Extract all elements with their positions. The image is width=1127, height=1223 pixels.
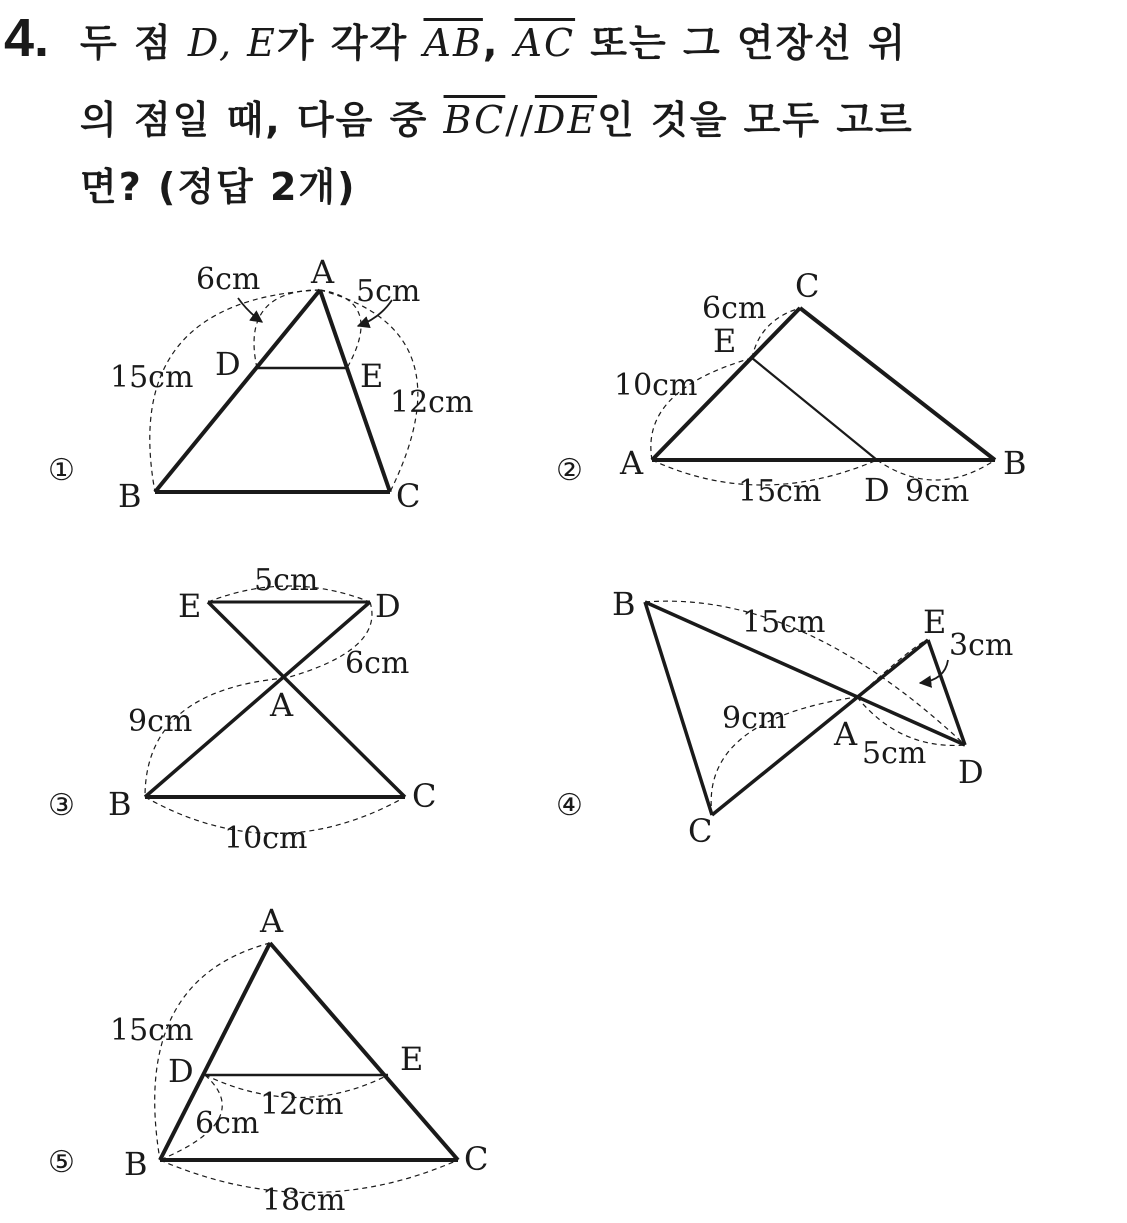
fig3-label-c: C — [412, 777, 437, 815]
question-line-3: 면? (정답 2개) — [80, 165, 357, 209]
fig3-label-d: D — [375, 587, 401, 625]
fig2-label-d: D — [864, 471, 890, 509]
fig3-label-b: B — [108, 785, 132, 823]
fig2-side-cb — [800, 308, 995, 460]
choice-2-marker: ② — [556, 453, 583, 488]
fig2-label-e: E — [713, 322, 737, 360]
fig3-label-a: A — [270, 686, 294, 724]
fig2-segment-ed — [752, 358, 877, 460]
fig5-label-d: D — [168, 1052, 194, 1090]
fig4-measure-bd: 15cm — [742, 605, 826, 640]
fig3-measure-ed: 5cm — [254, 563, 319, 598]
fig5-measure-de: 12cm — [260, 1087, 344, 1122]
fig1-pointer-6cm — [238, 298, 262, 322]
fig4-side-bc — [645, 602, 712, 815]
fig3-measure-ab: 9cm — [128, 704, 193, 739]
fig5-label-e: E — [400, 1040, 424, 1078]
figure-2 — [556, 267, 1027, 509]
fig5-measure-db: 6cm — [195, 1106, 260, 1141]
fig5-label-b: B — [124, 1145, 148, 1183]
fig2-measure-ec: 6cm — [702, 291, 767, 326]
choice-1-marker: ① — [48, 453, 75, 488]
fig5-measure-bc: 18cm — [262, 1183, 346, 1218]
figure-1 — [48, 253, 473, 515]
fig3-measure-da: 6cm — [345, 646, 410, 681]
figure-3 — [48, 563, 436, 856]
fig2-measure-ad: 15cm — [738, 474, 822, 509]
fig1-measure-ac: 12cm — [390, 385, 474, 420]
fig4-label-b: B — [612, 585, 636, 623]
fig2-measure-db: 9cm — [905, 474, 970, 509]
segment-bc: $\overline{BC}$ — [443, 98, 506, 142]
fig5-side-ac — [270, 943, 458, 1160]
fig2-label-b: B — [1003, 444, 1027, 482]
fig3-line-db — [145, 602, 370, 797]
fig4-measure-ea: 3cm — [949, 628, 1014, 663]
choice-4-marker: ④ — [556, 788, 583, 823]
fig4-label-c: C — [688, 812, 713, 850]
question-line-2: 의 점일 때, 다음 중 $\overline{BC}//\overline{DE}$인 것을 모두 고르 — [80, 98, 914, 142]
fig1-measure-ab: 15cm — [110, 360, 194, 395]
fig2-label-c: C — [795, 267, 820, 305]
segment-de: $\overline{DE}$ — [534, 98, 598, 142]
fig4-label-a: A — [834, 715, 858, 753]
fig1-label-c: C — [396, 477, 421, 515]
fig4-label-d: D — [958, 753, 984, 791]
fig5-measure-ab: 15cm — [110, 1013, 194, 1048]
fig5-label-c: C — [464, 1140, 489, 1178]
choice-3-marker: ③ — [48, 788, 75, 823]
figure-5 — [48, 902, 488, 1218]
segment-ac: $\overline{AC}$ — [514, 21, 576, 65]
fig3-line-ec — [208, 602, 405, 797]
fig4-label-e: E — [923, 603, 947, 641]
segment-ab: $\overline{AB}$ — [423, 21, 483, 65]
fig1-label-a: A — [311, 253, 335, 291]
fig4-pointer-3cm — [920, 660, 948, 683]
figure-4 — [556, 585, 1013, 850]
choice-5-marker: ⑤ — [48, 1145, 75, 1180]
fig1-label-d: D — [215, 345, 241, 383]
fig4-measure-ad: 5cm — [862, 736, 927, 771]
fig1-measure-ae: 5cm — [356, 274, 421, 309]
fig2-measure-ae: 10cm — [614, 368, 698, 403]
question-line-1: 두 점 D, E가 각각 $\overline{AB}$, $\overline{AC}$ 또는 그 연장선 위 — [80, 21, 907, 65]
fig1-measure-ad: 6cm — [196, 262, 261, 297]
fig3-measure-bc: 10cm — [224, 821, 308, 856]
fig1-label-b: B — [118, 477, 142, 515]
fig4-measure-ca: 9cm — [722, 701, 787, 736]
fig1-label-e: E — [360, 357, 384, 395]
fig2-label-a: A — [620, 444, 644, 482]
fig5-label-a: A — [260, 902, 284, 940]
fig3-label-e: E — [178, 587, 202, 625]
question-number: 4. — [4, 8, 50, 68]
